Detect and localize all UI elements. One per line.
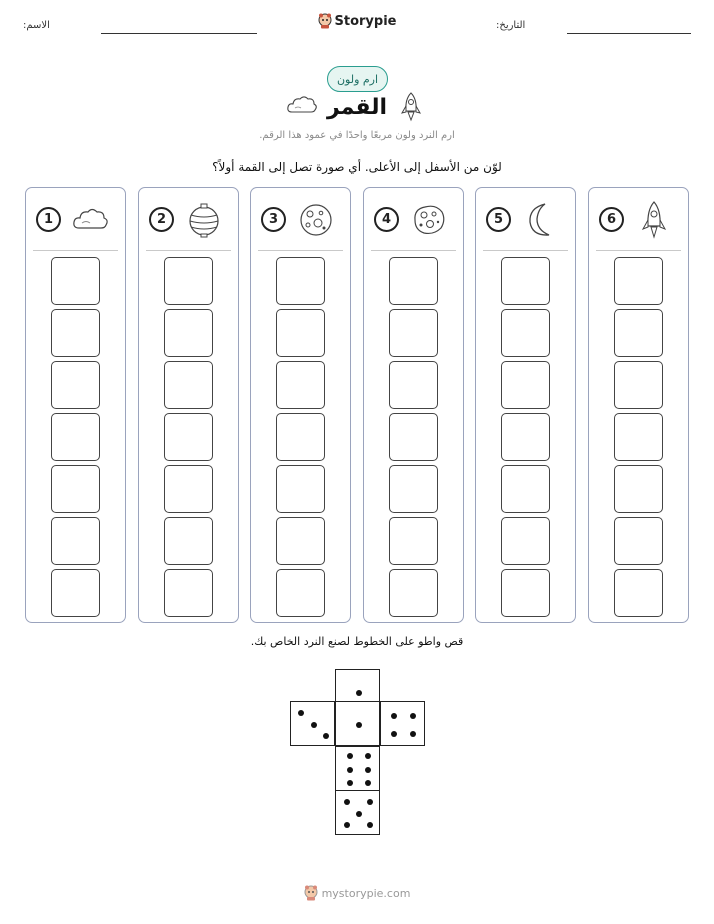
- color-square[interactable]: [389, 517, 438, 565]
- die-face: [335, 701, 380, 746]
- column-header: [364, 188, 463, 250]
- planet-icon: [184, 200, 224, 240]
- color-square[interactable]: [389, 257, 438, 305]
- date-line: [567, 33, 691, 34]
- die-pip: [410, 731, 416, 737]
- color-square[interactable]: [614, 465, 663, 513]
- instruction-text: لوّن من الأسفل إلى الأعلى. أي صورة تصل إلى القمة أولاً؟: [212, 160, 502, 174]
- footer: [0, 885, 714, 901]
- mascot-icon: [318, 13, 332, 29]
- color-square[interactable]: [389, 465, 438, 513]
- die-pip: [323, 733, 329, 739]
- moon-craters-icon: [296, 200, 336, 240]
- color-square[interactable]: [276, 569, 325, 617]
- brand-logo: [0, 13, 714, 29]
- die-pip: [367, 799, 373, 805]
- column-number: 5: [486, 207, 511, 232]
- color-square[interactable]: [614, 257, 663, 305]
- column-1: [25, 187, 126, 623]
- die-pip: [347, 767, 353, 773]
- column-header: [251, 188, 350, 250]
- color-square[interactable]: [614, 517, 663, 565]
- die-pip: [311, 722, 317, 728]
- subtitle: ارم النرد ولون مربعًا واحدًا في عمود هذا الرقم.: [259, 130, 455, 141]
- cloud-icon: [71, 200, 111, 240]
- color-square[interactable]: [501, 413, 550, 461]
- color-square[interactable]: [501, 309, 550, 357]
- column-2: [138, 187, 239, 623]
- column-divider: [371, 250, 456, 251]
- footer-url: mystorypie.com: [321, 886, 411, 900]
- color-square[interactable]: [501, 361, 550, 409]
- color-square[interactable]: [51, 465, 100, 513]
- column-header: [139, 188, 238, 250]
- color-square[interactable]: [276, 465, 325, 513]
- die-pip: [356, 722, 362, 728]
- column-header: [589, 188, 688, 250]
- die-pip: [367, 822, 373, 828]
- die-face: [335, 746, 380, 791]
- die-face: [290, 701, 335, 746]
- die-pip: [365, 780, 371, 786]
- die-pip: [347, 753, 353, 759]
- color-square[interactable]: [501, 569, 550, 617]
- color-square[interactable]: [164, 569, 213, 617]
- column-number: 6: [599, 207, 624, 232]
- color-square[interactable]: [276, 517, 325, 565]
- die-pip: [356, 690, 362, 696]
- color-square[interactable]: [51, 517, 100, 565]
- column-number: 1: [36, 207, 61, 232]
- color-square[interactable]: [276, 413, 325, 461]
- column-divider: [146, 250, 231, 251]
- color-square[interactable]: [389, 413, 438, 461]
- brand-name: Storypie: [334, 13, 397, 29]
- color-square[interactable]: [389, 361, 438, 409]
- column-4: [363, 187, 464, 623]
- column-number: 3: [261, 207, 286, 232]
- color-square[interactable]: [276, 257, 325, 305]
- color-square[interactable]: [276, 309, 325, 357]
- cut-instruction: قص واطو على الخطوط لصنع النرد الخاص بك.: [250, 635, 464, 648]
- color-square[interactable]: [501, 257, 550, 305]
- date-label: التاريخ:: [496, 20, 526, 31]
- die-pip: [347, 780, 353, 786]
- column-6: [588, 187, 689, 623]
- color-square[interactable]: [51, 361, 100, 409]
- color-square[interactable]: [614, 361, 663, 409]
- page-title: القمر: [326, 95, 388, 120]
- column-divider: [596, 250, 681, 251]
- name-line: [101, 33, 257, 34]
- die-pip: [391, 713, 397, 719]
- die-face: [380, 701, 425, 746]
- column-header: [26, 188, 125, 250]
- asteroid-icon: [409, 200, 449, 240]
- color-square[interactable]: [501, 465, 550, 513]
- rocket-icon: [634, 200, 674, 240]
- mascot-icon: [304, 885, 318, 901]
- color-square[interactable]: [51, 257, 100, 305]
- die-pip: [298, 710, 304, 716]
- die-pip: [365, 753, 371, 759]
- color-square[interactable]: [51, 413, 100, 461]
- color-square[interactable]: [501, 517, 550, 565]
- column-divider: [258, 250, 343, 251]
- color-square[interactable]: [164, 361, 213, 409]
- column-divider: [483, 250, 568, 251]
- die-pip: [410, 713, 416, 719]
- die-pip: [356, 811, 362, 817]
- column-divider: [33, 250, 118, 251]
- name-label: الاسم:: [23, 20, 50, 31]
- column-3: [250, 187, 351, 623]
- rocket-icon: [400, 91, 422, 123]
- crescent-moon-icon: [521, 200, 561, 240]
- color-square[interactable]: [164, 413, 213, 461]
- color-square[interactable]: [164, 465, 213, 513]
- die-pip: [344, 799, 350, 805]
- color-square[interactable]: [276, 361, 325, 409]
- column-5: [475, 187, 576, 623]
- color-square[interactable]: [164, 309, 213, 357]
- column-header: [476, 188, 575, 250]
- die-pip: [365, 767, 371, 773]
- die-pip: [344, 822, 350, 828]
- die-pip: [391, 731, 397, 737]
- color-square[interactable]: [51, 309, 100, 357]
- color-square[interactable]: [51, 569, 100, 617]
- color-square[interactable]: [389, 569, 438, 617]
- color-square[interactable]: [389, 309, 438, 357]
- die-face: [335, 790, 380, 835]
- column-number: 2: [149, 207, 174, 232]
- color-square[interactable]: [614, 569, 663, 617]
- color-square[interactable]: [614, 309, 663, 357]
- color-square[interactable]: [164, 517, 213, 565]
- column-number: 4: [374, 207, 399, 232]
- activity-badge: ارم ولون: [327, 66, 388, 92]
- color-square[interactable]: [614, 413, 663, 461]
- color-square[interactable]: [164, 257, 213, 305]
